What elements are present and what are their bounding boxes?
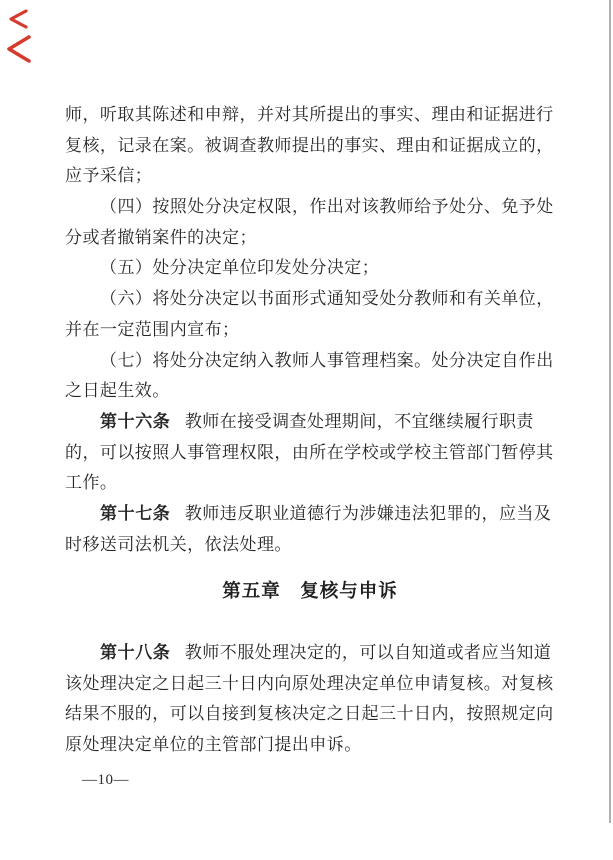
article-17-number: 第十七条 xyxy=(100,503,171,523)
article-16-number: 第十六条 xyxy=(100,411,171,431)
page-edge-line xyxy=(609,0,611,823)
line-text: （四）按照处分决定权限，作出对该教师给予处分、免予处 xyxy=(100,197,554,217)
article-18-line xyxy=(65,638,555,669)
text-line xyxy=(65,468,555,499)
line-text: 工作。 xyxy=(65,473,118,493)
text-line-item-4 xyxy=(65,192,555,223)
line-text: （五）处分决定单位印发处分决定； xyxy=(100,258,380,278)
article-16-line xyxy=(65,407,555,438)
article-17-line xyxy=(65,499,555,530)
line-text: （六）将处分决定以书面形式通知受处分教师和有关单位， xyxy=(100,289,554,309)
text-line xyxy=(65,315,555,346)
line-text: 该处理决定之日起三十日内向原处理决定单位申请复核。对复核 xyxy=(65,673,554,693)
line-text: 时移送司法机关，依法处理。 xyxy=(65,534,292,554)
text-line-item-5 xyxy=(65,253,555,284)
line-text: 复核，记录在案。被调查教师提出的事实、理由和证据成立的， xyxy=(65,135,554,155)
line-text: 教师不服处理决定的，可以自知道或者应当知道 xyxy=(184,643,552,662)
line-text: 教师违反职业道德行为涉嫌违法犯罪的，应当及 xyxy=(184,503,552,523)
line-text: 师，听取其陈述和申辩，并对其所提出的事实、理由和证据进行 xyxy=(65,105,554,124)
document-text-column xyxy=(65,100,555,761)
chapter-heading: 第五章 复核与申诉 xyxy=(222,580,398,602)
text-line xyxy=(65,131,555,162)
red-stamp-marks-icon xyxy=(4,6,36,66)
page-number: —10— xyxy=(82,772,129,788)
line-text: （七）将处分决定纳入教师人事管理档案。处分决定自作出 xyxy=(100,350,554,370)
text-line xyxy=(65,669,555,700)
text-line xyxy=(65,699,555,730)
article-18-number: 第十八条 xyxy=(100,643,171,662)
line-text: 的，可以按照人事管理权限，由所在学校或学校主管部门暂停其 xyxy=(65,442,554,462)
line-text: 教师在接受调查处理期间，不宜继续履行职责 xyxy=(184,411,534,431)
line-text: 并在一定范围内宣布； xyxy=(65,319,240,339)
text-line xyxy=(65,161,555,192)
text-line xyxy=(65,223,555,254)
line-text: 结果不服的，可以自接到复核决定之日起三十日内，按照规定向 xyxy=(65,704,554,724)
line-text: 之日起生效。 xyxy=(65,381,170,401)
text-line-item-7 xyxy=(65,346,555,377)
line-text: 应予采信； xyxy=(65,166,153,186)
text-line xyxy=(65,438,555,469)
text-line-item-6 xyxy=(65,284,555,315)
text-line xyxy=(65,730,555,761)
text-line xyxy=(65,100,555,131)
line-text: 分或者撤销案件的决定； xyxy=(65,227,257,247)
line-text: 原处理决定单位的主管部门提出申诉。 xyxy=(65,735,362,755)
text-line xyxy=(65,530,555,561)
text-line xyxy=(65,376,555,407)
